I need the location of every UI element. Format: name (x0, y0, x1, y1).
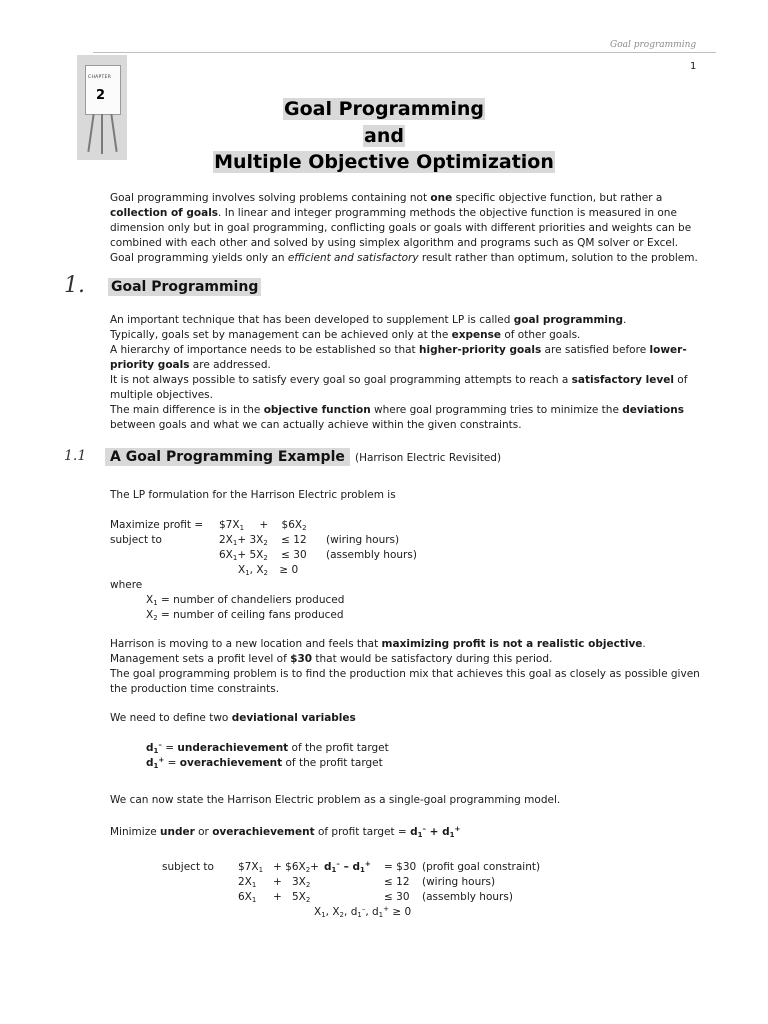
section-1-body: An important technique that has been developed to supplement LP is called goal programming. Typically, goals set by management can be achieved only at the expense of other goals. A hierarchy of importance needs to be established so that higher-priority goals are satisfied before lower-priority goals are addressed. It is not always possible to satisfy every goal so goal programming attempts to reach a satisfactory level of multiple objectives. The main difference is in the objective function where goal programming tries to minimize the deviations between goals and what we can actually achieve within the given constraints. (110, 314, 688, 431)
gp-assembly-rhs: ≤ 30 (384, 891, 410, 903)
gp-wiring-lhs-1: $2X_1$ (238, 876, 257, 889)
section-1-1-number: 1.1 (64, 448, 87, 464)
harrison-paragraph: Harrison is moving to a new location and feels that maximizing profit is not a realistic objective. Management sets a profit level of $30 that would be satisfactory during this period. The goal programming problem is to find the production mix that achieves this goal as closely as possible given the production time constraints. (110, 638, 700, 695)
gp-assembly-lhs-1: $6X_1$ (238, 891, 257, 904)
wiring-constraint: $2X_1+ 3X_2 \le 12$ (wiring hours) (219, 534, 400, 547)
gp-assembly-lhs-2: $5X_2$ (292, 891, 311, 904)
running-header: Goal programming (610, 40, 697, 50)
maximize-label: Maximize profit = (110, 519, 204, 531)
gp-wiring-plus: + (273, 876, 282, 888)
x1-definition: $X_1$ = number of chandeliers produced (146, 594, 345, 607)
section-1-number: 1. (64, 273, 85, 298)
d1-plus-definition: $d_1^+$ = overachievement of the profit target (146, 756, 383, 770)
chapter-label: CHAPTER (88, 75, 112, 80)
lp-intro: The LP formulation for the Harrison Electric problem is (110, 489, 396, 501)
gp-assembly-plus: + (273, 891, 282, 903)
title-line-2: and (364, 125, 404, 147)
title-line-1: Goal Programming (284, 98, 484, 120)
title-line-3: Multiple Objective Optimization (214, 151, 554, 173)
gp-wiring-lhs-2: $3X_2$ (292, 876, 311, 889)
objective-function: $\$7X_1$ + $\$6X_2$ (219, 519, 307, 532)
gp-profit-deviations: $d_1^- - d_1^+$ (324, 860, 371, 874)
d1-minus-definition: $d_1^-$ = underachievement of the profit target (146, 741, 389, 755)
gp-profit-rhs: = $30 (384, 861, 417, 873)
single-goal-statement: We can now state the Harrison Electric problem as a single-goal programming model. (110, 794, 561, 806)
x2-definition: $X_2$ = number of ceiling fans produced (146, 609, 344, 622)
gp-assembly-note: (assembly hours) (422, 891, 513, 903)
gp-profit-lhs-1: $\$7X_1$ (238, 861, 264, 874)
header-rule (93, 52, 716, 53)
gp-nonnegativity: $X_1$, $X_2$, $d_1^-$, $d_1^+ \ge 0$ (314, 905, 412, 919)
gp-subject-to-label: subject to (162, 861, 214, 873)
gp-wiring-note: (wiring hours) (422, 876, 496, 888)
assembly-constraint: $6X_1+ 5X_2 \le 30$ (assembly hours) (219, 549, 417, 562)
gp-wiring-rhs: ≤ 12 (384, 876, 410, 888)
gp-profit-note: (profit goal constraint) (422, 861, 541, 873)
nonnegativity-constraint: $X_1$, $X_2 \ge 0$ (238, 564, 299, 577)
subject-to-label: subject to (110, 534, 162, 546)
where-label: where (110, 579, 143, 591)
section-1-heading: Goal Programming (108, 278, 261, 296)
intro-paragraph: Goal programming involves solving problems containing not one specific objective function, but rather a collection of goals. In linear and integer programming methods the objective function is measured in one dimension only but in goal programming, conflicting goals or goals with different priorities and weights can be combined with each other and solved by using simplex algorithm and programs such as QM solver or Excel. Goal programming yields only an efficient and satisfactory result rather than optimum, solution to the problem. (110, 192, 698, 264)
section-1-1-heading: A Goal Programming Example (Harrison Electric Revisited) (105, 446, 501, 465)
chapter-number: 2 (96, 88, 106, 103)
deviational-intro: We need to define two deviational variables (110, 712, 356, 724)
gp-profit-lhs-2: + $\$6X_2+$ (273, 861, 319, 874)
minimize-objective: Minimize under or overachievement of profit target = $d_1^- + d_1^+$ (110, 825, 461, 839)
page-number: 1 (690, 61, 697, 72)
